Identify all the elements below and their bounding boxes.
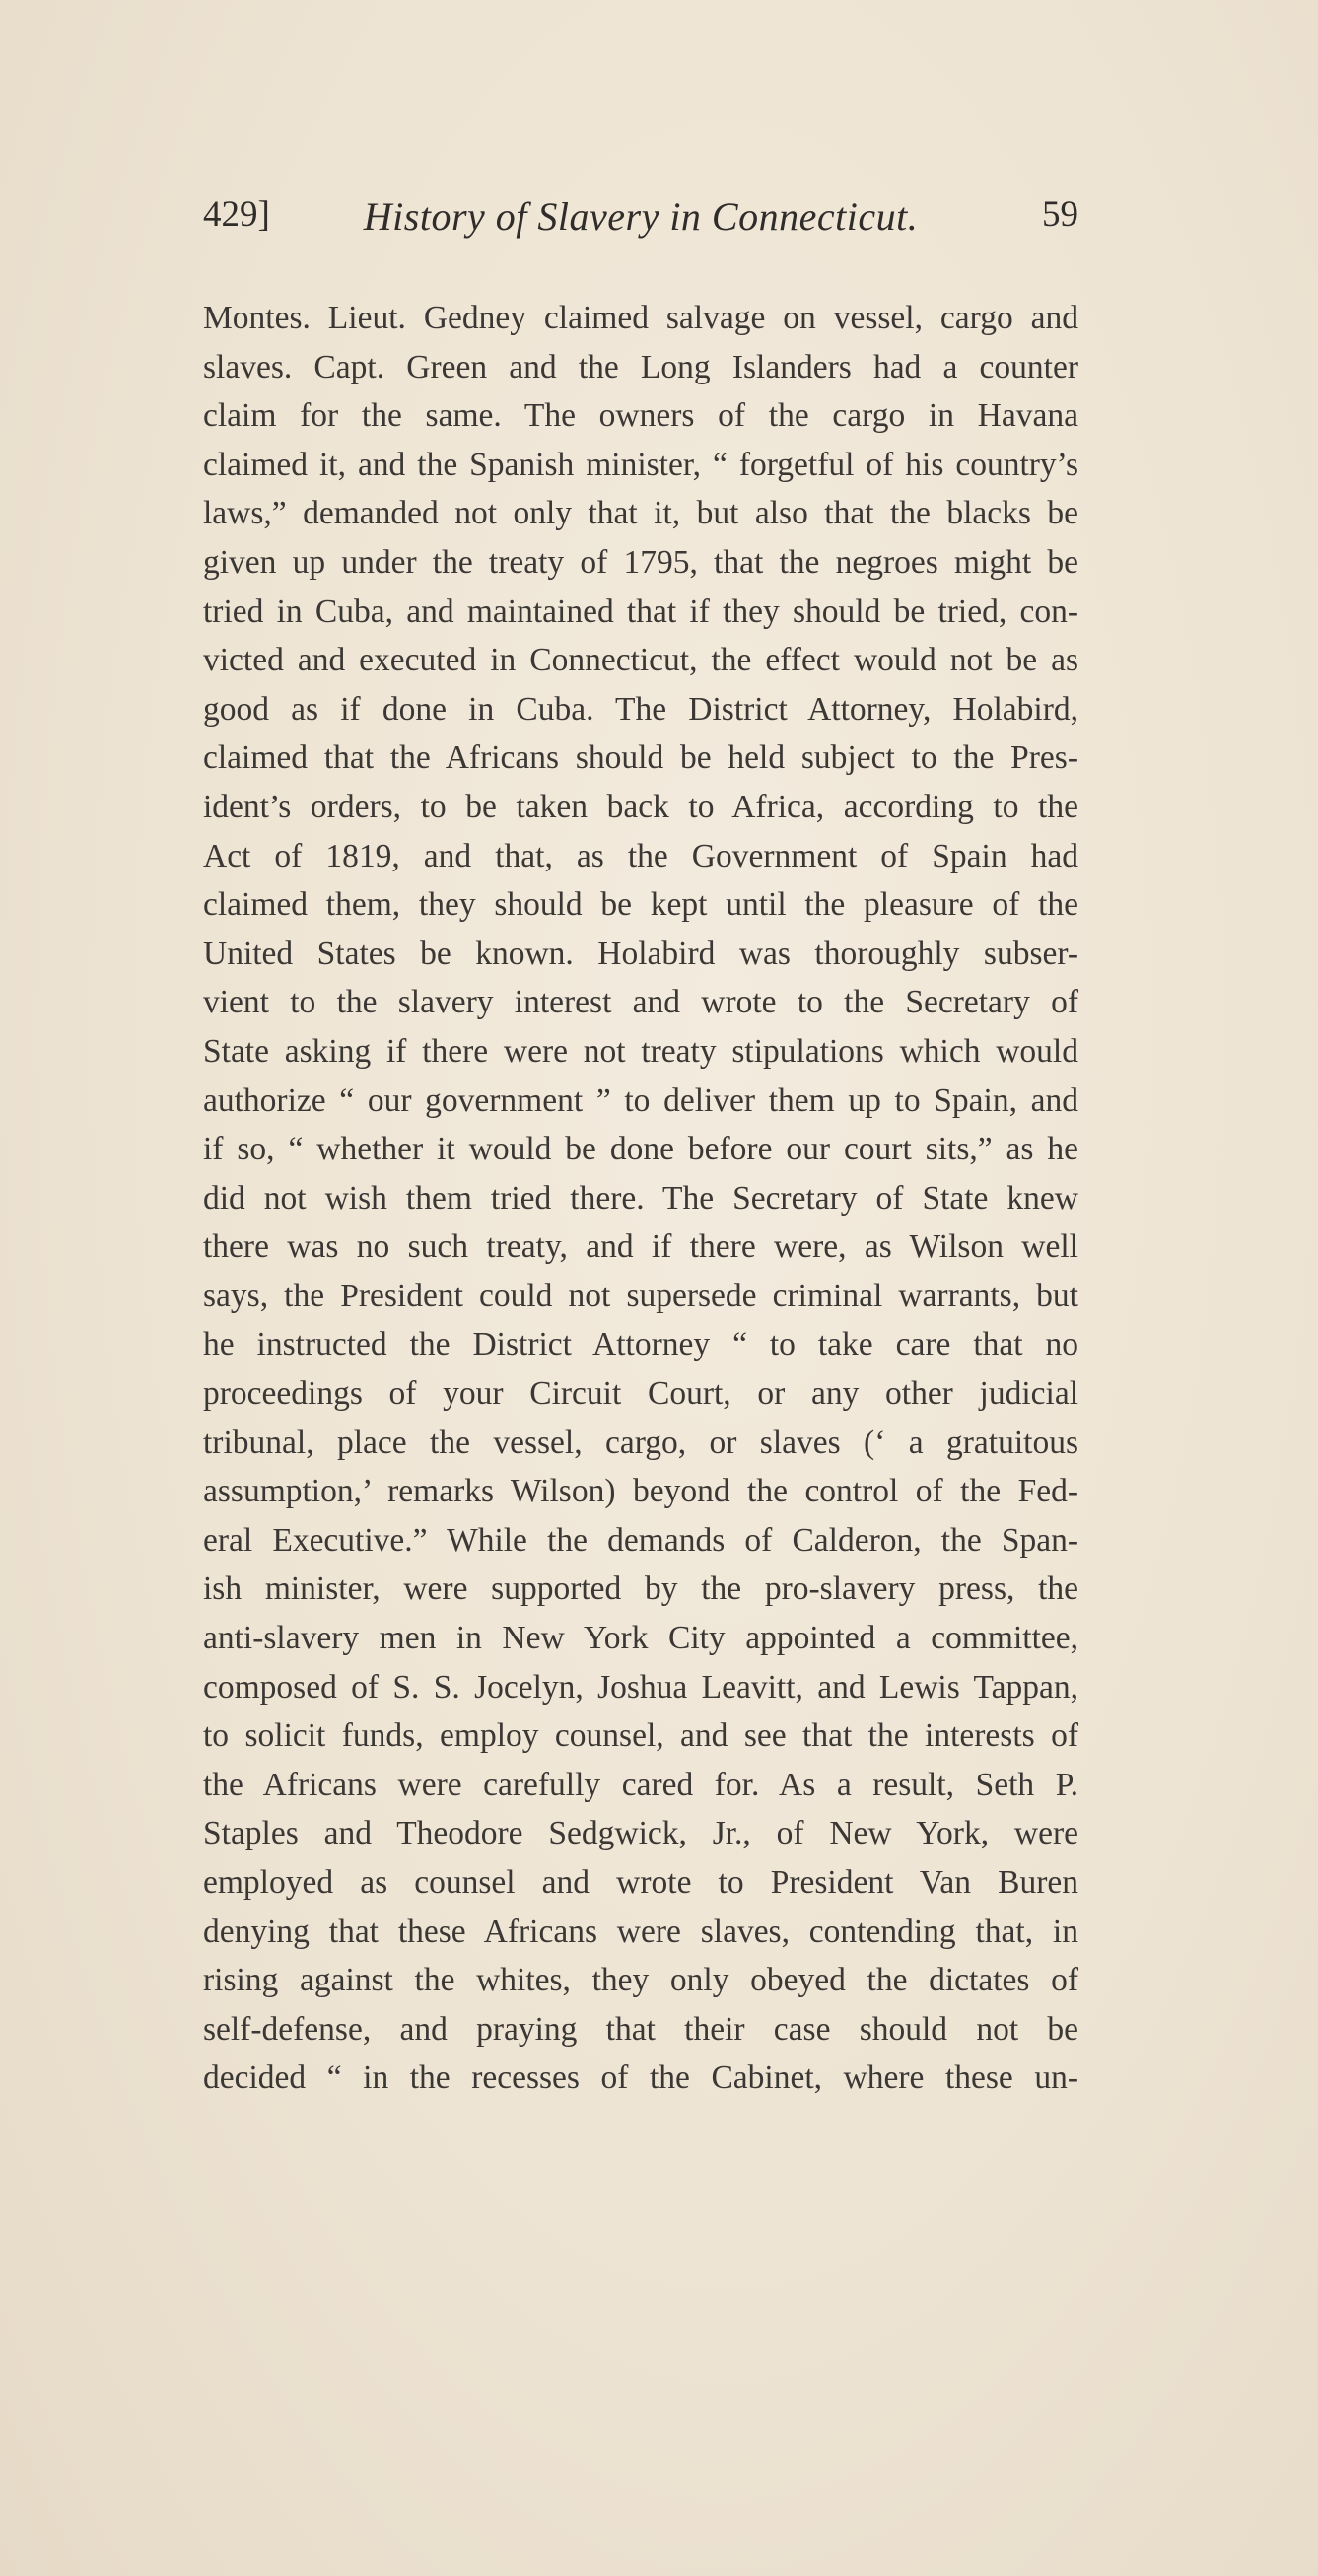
- text-line: he instructed the District Attorney “ to take care that no: [203, 1326, 1078, 1363]
- text-line: given up under the treaty of 1795, that the negroes might be: [203, 543, 1078, 581]
- text-line: anti-slavery men in New York City appointed a committee,: [203, 1620, 1078, 1657]
- text-line: did not wish them tried there. The Secretary of State knew: [203, 1179, 1078, 1217]
- text-line: authorize “ our government ” to deliver them up to Spain, and: [203, 1081, 1078, 1119]
- page-header: [203, 193, 1078, 252]
- page-reference: 429]: [203, 194, 270, 235]
- text-line: assumption,’ remarks Wilson) beyond the control of the Fed-: [203, 1473, 1078, 1510]
- text-line: there was no such treaty, and if there were, as Wilson well: [203, 1228, 1078, 1266]
- text-line: claimed them, they should be kept until the pleasure of the: [203, 886, 1078, 924]
- text-line: claimed that the Africans should be held subject to the Pres-: [203, 739, 1078, 777]
- text-line: vient to the slavery interest and wrote to the Secretary of: [203, 984, 1078, 1021]
- text-line: tried in Cuba, and maintained that if they should be tried, con-: [203, 592, 1078, 630]
- text-line: Act of 1819, and that, as the Government of Spain had: [203, 837, 1078, 874]
- text-line: State asking if there were not treaty stipulations which would: [203, 1032, 1078, 1070]
- text-line: ident’s orders, to be taken back to Africa, according to the: [203, 788, 1078, 825]
- text-line: the Africans were carefully cared for. As a result, Seth P.: [203, 1766, 1078, 1803]
- text-line: rising against the whites, they only obeyed the dictates of: [203, 1962, 1078, 1999]
- text-line: Montes. Lieut. Gedney claimed salvage on vessel, cargo and: [203, 300, 1078, 336]
- text-line: slaves. Capt. Green and the Long Islanders had a counter: [203, 348, 1078, 385]
- running-title: History of Slavery in Connecticut.: [363, 194, 919, 239]
- text-line: Staples and Theodore Sedgwick, Jr., of New York, were: [203, 1815, 1078, 1852]
- text-line: laws,” demanded not only that it, but also that the blacks be: [203, 495, 1078, 532]
- body-text: [203, 294, 1078, 2103]
- text-line: self-defense, and praying that their case should not be: [203, 2010, 1078, 2048]
- text-line: victed and executed in Connecticut, the effect would not be as: [203, 642, 1078, 679]
- text-line: ish minister, were supported by the pro-slavery press, the: [203, 1570, 1078, 1608]
- text-line: to solicit funds, employ counsel, and see that the interests of: [203, 1717, 1078, 1755]
- text-line: tribunal, place the vessel, cargo, or slaves (‘ a gratuitous: [203, 1424, 1078, 1461]
- text-line: good as if done in Cuba. The District Attorney, Holabird,: [203, 690, 1078, 728]
- page-number: 59: [1042, 194, 1078, 235]
- text-line: claim for the same. The owners of the cargo in Havana: [203, 397, 1078, 435]
- text-line: eral Executive.” While the demands of Calderon, the Span-: [203, 1521, 1078, 1559]
- text-line: denying that these Africans were slaves, contending that, in: [203, 1913, 1078, 1950]
- text-line: claimed it, and the Spanish minister, “ forgetful of his country’s: [203, 446, 1078, 483]
- text-line: says, the President could not supersede criminal warrants, but: [203, 1277, 1078, 1314]
- text-line: composed of S. S. Jocelyn, Joshua Leavitt, and Lewis Tappan,: [203, 1668, 1078, 1706]
- text-line: United States be known. Holabird was thoroughly subser-: [203, 935, 1078, 972]
- text-line: employed as counsel and wrote to President Van Buren: [203, 1864, 1078, 1901]
- text-line: decided “ in the recesses of the Cabinet, where these un-: [203, 2059, 1078, 2097]
- text-line: proceedings of your Circuit Court, or any other judicial: [203, 1375, 1078, 1413]
- text-line: if so, “ whether it would be done before our court sits,” as he: [203, 1131, 1078, 1168]
